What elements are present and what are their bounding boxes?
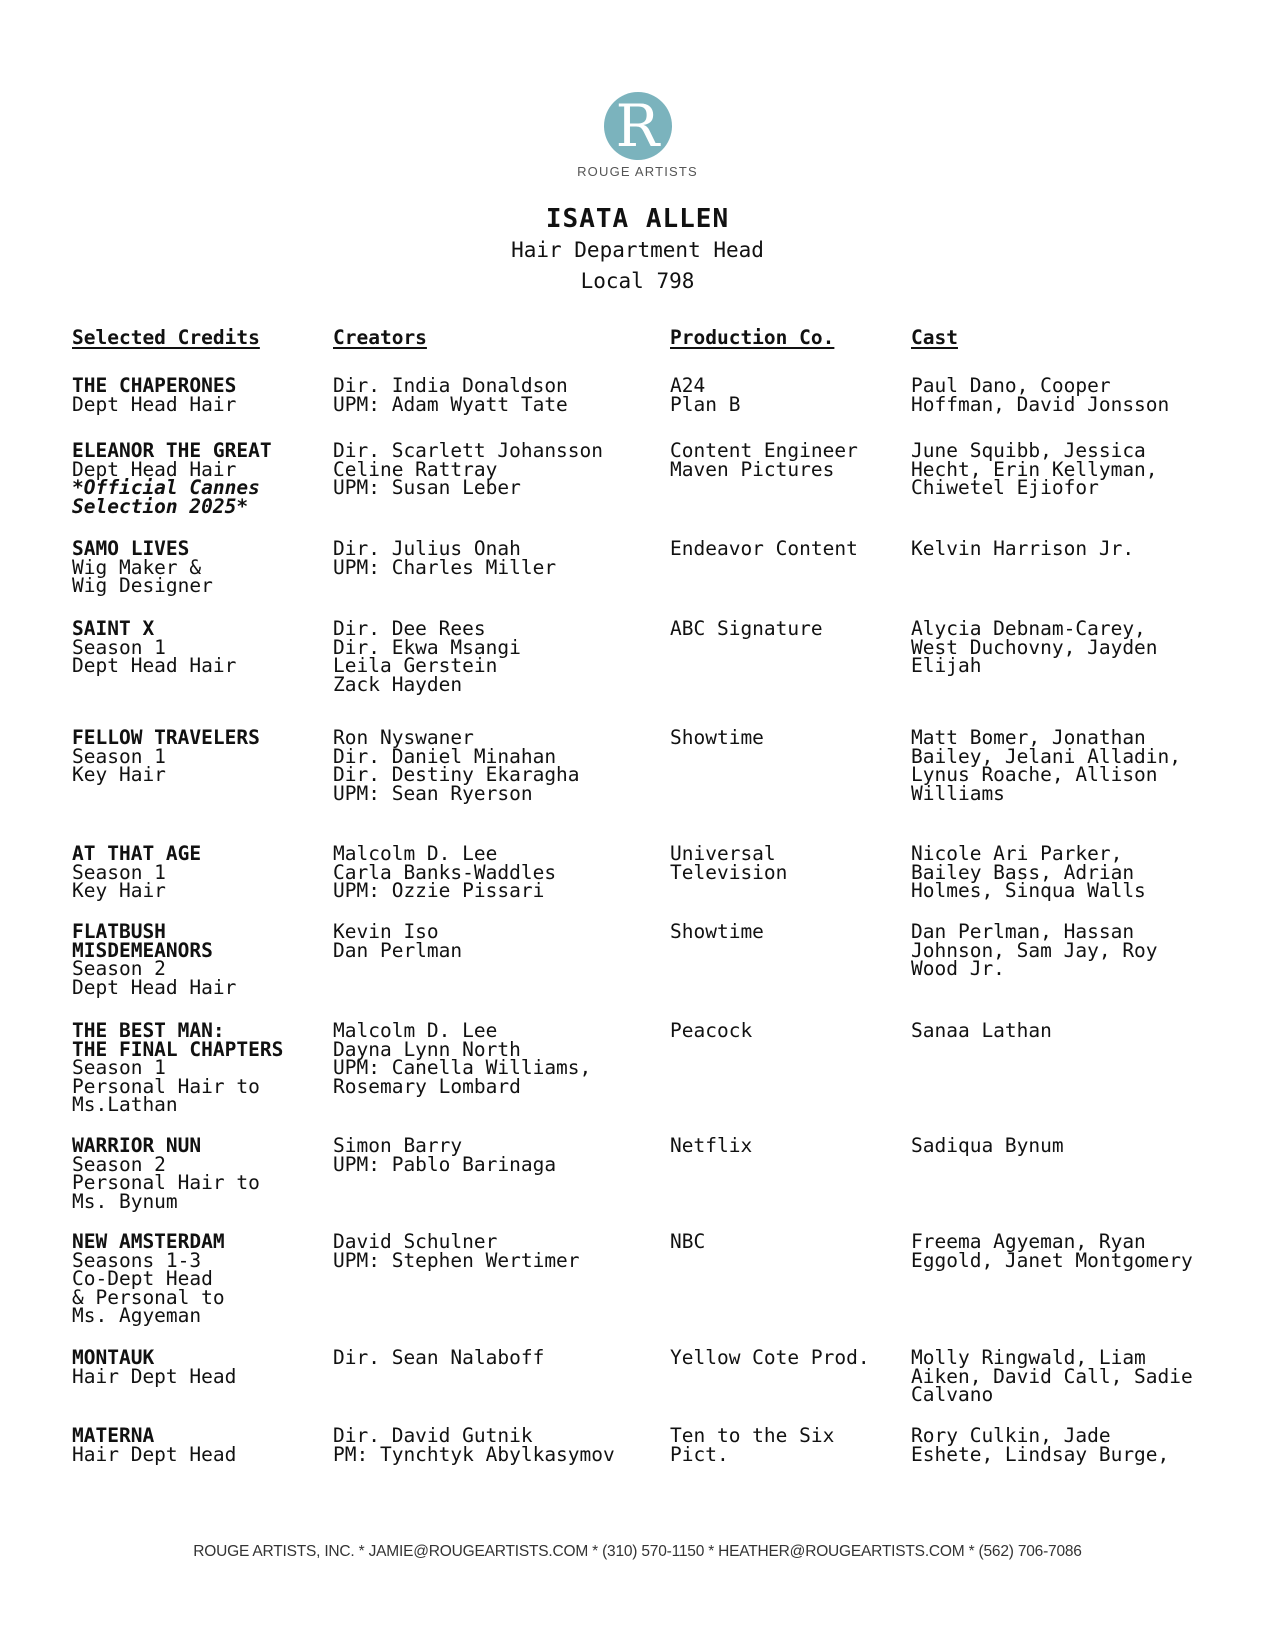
resume-header: [0, 203, 1275, 297]
credit-production: [670, 920, 764, 943]
creator-line: Dir. David Gutnik: [333, 1424, 533, 1447]
credit-creators: [333, 842, 557, 902]
credit-production: [670, 1230, 706, 1253]
credit-creators: [333, 1019, 592, 1098]
cast-line: Dan Perlman, Hassan: [911, 920, 1135, 943]
creator-line: PM: Tynchtyk Abylkasymov: [333, 1442, 615, 1466]
logo-r-icon: R: [604, 92, 672, 160]
credit-role: Ms. Bynum: [72, 1189, 178, 1213]
credit-cast: [911, 726, 1182, 805]
credit-creators: [333, 374, 568, 416]
cast-line: Rory Culkin, Jade: [911, 1424, 1111, 1447]
credit-project: [72, 1424, 237, 1466]
credit-project: [72, 1019, 284, 1116]
credit-cast: [911, 537, 1135, 560]
creator-line: Rosemary Lombard: [333, 1074, 521, 1098]
production-line: Universal: [670, 842, 776, 865]
production-line: Pict.: [670, 1442, 729, 1466]
column-header-production: Production Co.: [670, 326, 835, 349]
cast-line: June Squibb, Jessica: [911, 439, 1146, 462]
cast-line: Bailey Bass, Adrian: [911, 860, 1135, 884]
credit-project: [72, 842, 202, 902]
credit-production: [670, 842, 788, 884]
credit-role: Wig Maker &: [72, 555, 202, 579]
creator-line: Dir. Sean Nalaboff: [333, 1346, 545, 1369]
credit-role: Hair Dept Head: [72, 1442, 237, 1466]
creator-line: Dayna Lynn North: [333, 1037, 521, 1061]
production-line: Maven Pictures: [670, 457, 835, 481]
creator-line: UPM: Pablo Barinaga: [333, 1152, 557, 1176]
creator-line: Dir. Ekwa Msangi: [333, 635, 521, 659]
credit-role: Season 2: [72, 957, 166, 980]
logo-text: ROUGE ARTISTS: [577, 164, 698, 179]
agency-contact-footer: ROUGE ARTISTS, INC. * JAMIE@ROUGEARTISTS.COM * (310) 570-1150 * HEATHER@ROUGEARTISTS.COM * (562) 706-7086: [193, 1543, 1082, 1560]
credit-role: Wig Designer: [72, 574, 213, 597]
credit-creators: [333, 1346, 545, 1369]
production-line: Plan B: [670, 392, 741, 416]
creator-line: Dir. India Donaldson: [333, 374, 568, 397]
credit-production: [670, 537, 858, 560]
creator-line: Zack Hayden: [333, 672, 463, 696]
credit-cast: [911, 374, 1170, 416]
column-header-cast: Cast: [911, 326, 958, 349]
creator-line: Malcolm D. Lee: [333, 842, 498, 865]
credit-project: [72, 1134, 260, 1213]
creator-line: Dir. Julius Onah: [333, 537, 521, 560]
cast-line: Elijah: [911, 654, 982, 677]
credit-production: [670, 617, 823, 640]
credit-project: [72, 1230, 225, 1327]
credit-title: MISDEMEANORS: [72, 938, 213, 962]
credit-title: ELEANOR THE GREAT: [72, 439, 272, 462]
rouge-artists-logo: [0, 92, 1275, 179]
credit-cast: [911, 1424, 1170, 1466]
cast-line: Molly Ringwald, Liam: [911, 1346, 1146, 1369]
credit-title: FELLOW TRAVELERS: [72, 726, 260, 749]
credit-role: Seasons 1-3: [72, 1248, 202, 1272]
credit-production: [670, 1424, 835, 1466]
credit-project: [72, 374, 237, 416]
credit-creators: [333, 537, 557, 579]
cast-line: Alycia Debnam-Carey,: [911, 617, 1146, 640]
credit-role: Season 1: [72, 744, 166, 768]
credit-production: [670, 439, 858, 481]
credit-title: MONTAUK: [72, 1346, 155, 1369]
credit-role: Co-Dept Head: [72, 1267, 213, 1290]
credit-role: Personal Hair to: [72, 1074, 260, 1098]
creator-line: Dir. Dee Rees: [333, 617, 486, 640]
credit-role: Ms.Lathan: [72, 1093, 178, 1116]
credit-title: THE FINAL CHAPTERS: [72, 1037, 284, 1061]
credit-title: AT THAT AGE: [72, 842, 202, 865]
creator-line: UPM: Adam Wyatt Tate: [333, 392, 568, 416]
cast-line: Lynus Roache, Allison: [911, 763, 1158, 786]
credit-creators: [333, 439, 604, 499]
credit-project: [72, 920, 237, 999]
credit-role: Dept Head Hair: [72, 392, 237, 416]
cast-line: Bailey, Jelani Alladin,: [911, 744, 1182, 768]
column-header-creators: Creators: [333, 326, 427, 349]
creator-line: Carla Banks-Waddles: [333, 860, 557, 884]
cast-line: Eggold, Janet Montgomery: [911, 1248, 1193, 1272]
cast-line: Sanaa Lathan: [911, 1019, 1052, 1042]
creator-line: UPM: Charles Miller: [333, 555, 557, 579]
credit-role: Key Hair: [72, 879, 166, 902]
credit-note: *Official Cannes: [72, 476, 260, 499]
cast-line: Sadiqua Bynum: [911, 1134, 1064, 1157]
cast-line: Aiken, David Call, Sadie: [911, 1364, 1193, 1388]
cast-line: West Duchovny, Jayden: [911, 635, 1158, 659]
credit-production: [670, 1134, 753, 1157]
cast-line: Hecht, Erin Kellyman,: [911, 457, 1158, 481]
column-header-credits: Selected Credits: [72, 326, 260, 349]
cast-line: Johnson, Sam Jay, Roy: [911, 938, 1158, 962]
creator-line: David Schulner: [333, 1230, 498, 1253]
cast-line: Paul Dano, Cooper: [911, 374, 1111, 397]
production-line: Showtime: [670, 920, 764, 943]
cast-line: Hoffman, David Jonsson: [911, 392, 1170, 416]
credit-creators: [333, 1134, 557, 1176]
credit-role: Season 2: [72, 1152, 166, 1176]
cast-line: Wood Jr.: [911, 957, 1005, 980]
credit-role: Season 1: [72, 860, 166, 884]
credit-role: Hair Dept Head: [72, 1364, 237, 1388]
production-line: Netflix: [670, 1134, 753, 1157]
credit-role: Season 1: [72, 635, 166, 659]
credit-cast: [911, 842, 1146, 902]
credit-creators: [333, 617, 521, 696]
credit-role: Ms. Agyeman: [72, 1304, 202, 1327]
production-line: Showtime: [670, 726, 764, 749]
artist-name: ISATA ALLEN: [545, 204, 730, 234]
production-line: Endeavor Content: [670, 537, 858, 560]
credit-cast: [911, 920, 1158, 980]
cast-line: Eshete, Lindsay Burge,: [911, 1442, 1170, 1466]
credit-cast: [911, 439, 1158, 499]
credit-cast: [911, 1346, 1193, 1406]
cast-line: Williams: [911, 781, 1005, 805]
union-local: Local 798: [580, 269, 695, 293]
credit-project: [72, 726, 260, 786]
production-line: Content Engineer: [670, 439, 858, 462]
credit-creators: [333, 726, 580, 805]
credit-title: SAMO LIVES: [72, 537, 190, 560]
creator-line: Dir. Destiny Ekaragha: [333, 763, 580, 786]
creator-line: Leila Gerstein: [333, 654, 498, 677]
creator-line: Dir. Daniel Minahan: [333, 744, 557, 768]
creator-line: UPM: Stephen Wertimer: [333, 1248, 580, 1272]
production-line: ABC Signature: [670, 617, 823, 640]
credit-creators: [333, 1230, 580, 1272]
creator-line: Dan Perlman: [333, 938, 463, 962]
cast-line: Freema Agyeman, Ryan: [911, 1230, 1146, 1253]
credit-cast: [911, 1230, 1193, 1272]
credit-title: WARRIOR NUN: [72, 1134, 202, 1157]
creator-line: UPM: Sean Ryerson: [333, 781, 533, 805]
creator-line: Dir. Scarlett Johansson: [333, 439, 604, 462]
cast-line: Kelvin Harrison Jr.: [911, 537, 1135, 560]
production-line: Peacock: [670, 1019, 753, 1042]
creator-line: UPM: Susan Leber: [333, 476, 521, 499]
credit-role: Dept Head Hair: [72, 457, 237, 481]
credit-title: THE CHAPERONES: [72, 374, 237, 397]
creator-line: UPM: Ozzie Pissari: [333, 879, 545, 902]
credit-project: [72, 537, 213, 597]
credit-title: FLATBUSH: [72, 920, 166, 943]
artist-title: Hair Department Head: [511, 238, 764, 262]
credit-project: [72, 439, 272, 518]
cast-line: Matt Bomer, Jonathan: [911, 726, 1146, 749]
credit-role: Dept Head Hair: [72, 654, 237, 677]
production-line: Ten to the Six: [670, 1424, 835, 1447]
credit-title: THE BEST MAN:: [72, 1019, 225, 1042]
credit-role: Season 1: [72, 1056, 166, 1079]
creator-line: Simon Barry: [333, 1134, 463, 1157]
credit-role: & Personal to: [72, 1285, 225, 1309]
creator-line: Kevin Iso: [333, 920, 439, 943]
cast-line: Chiwetel Ejiofor: [911, 476, 1099, 499]
creator-line: Malcolm D. Lee: [333, 1019, 498, 1042]
credit-project: [72, 1346, 237, 1388]
credit-role: Dept Head Hair: [72, 975, 237, 999]
credit-cast: [911, 1134, 1064, 1157]
production-line: NBC: [670, 1230, 706, 1253]
credit-production: [670, 374, 741, 416]
credit-note: Selection 2025*: [72, 494, 249, 518]
credit-title: SAINT X: [72, 617, 155, 640]
credit-title: MATERNA: [72, 1424, 155, 1447]
credit-project: [72, 617, 237, 677]
credit-creators: [333, 1424, 615, 1466]
credit-role: Personal Hair to: [72, 1171, 260, 1194]
credit-production: [670, 1019, 753, 1042]
cast-line: Calvano: [911, 1383, 994, 1406]
creator-line: UPM: Canella Williams,: [333, 1056, 592, 1079]
cast-line: Holmes, Sinqua Walls: [911, 879, 1146, 902]
credit-production: [670, 726, 764, 749]
production-line: A24: [670, 374, 706, 397]
creator-line: Ron Nyswaner: [333, 726, 474, 749]
cast-line: Nicole Ari Parker,: [911, 842, 1123, 865]
production-line: Yellow Cote Prod.: [670, 1346, 870, 1369]
credit-role: Key Hair: [72, 763, 166, 786]
production-line: Television: [670, 860, 788, 884]
credit-cast: [911, 617, 1158, 677]
credit-creators: [333, 920, 463, 962]
creator-line: Celine Rattray: [333, 457, 498, 481]
credit-production: [670, 1346, 870, 1369]
credit-title: NEW AMSTERDAM: [72, 1230, 225, 1253]
credit-cast: [911, 1019, 1052, 1042]
